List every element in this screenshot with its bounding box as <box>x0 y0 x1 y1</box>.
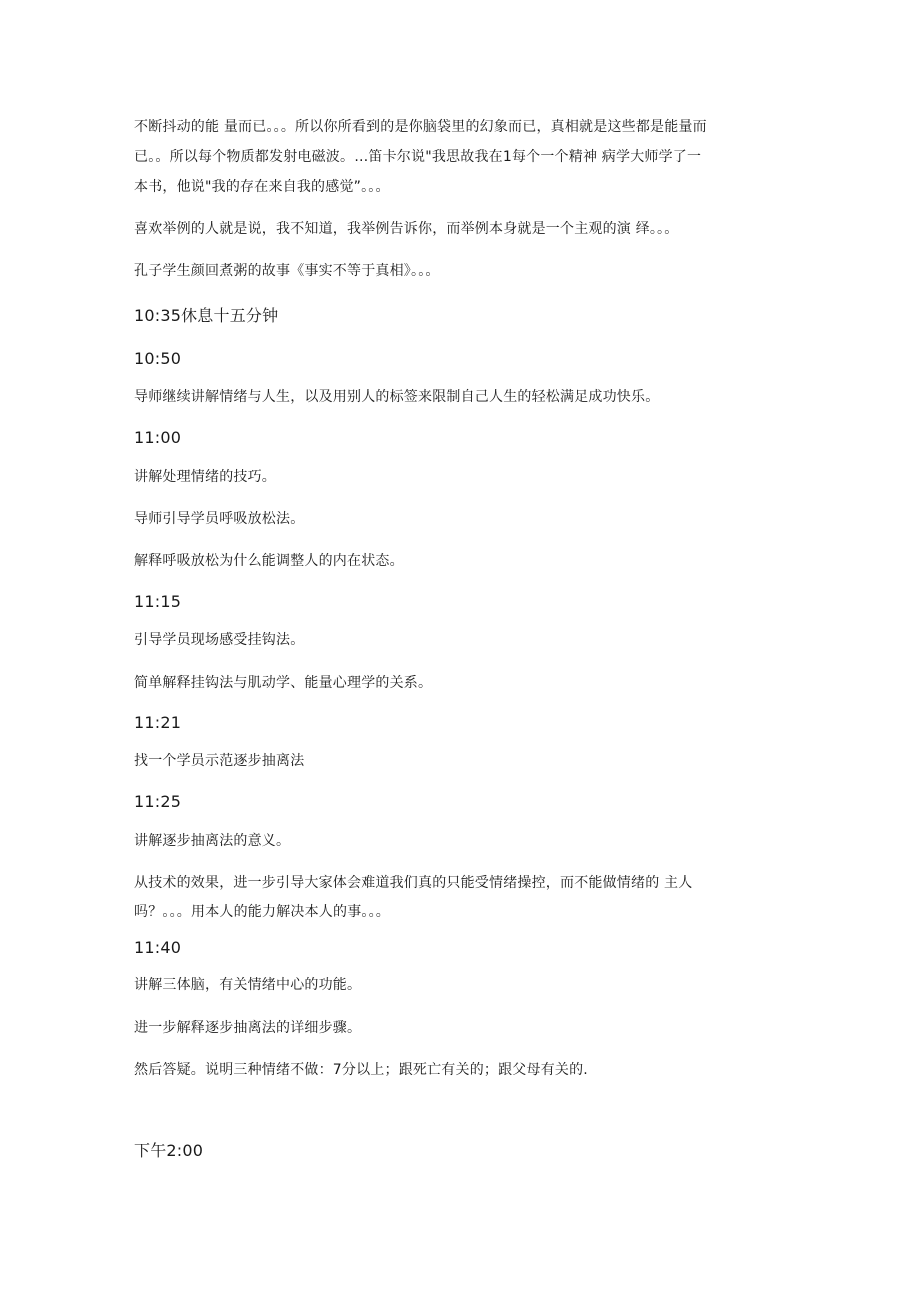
paragraph: 导师引导学员呼吸放松法。 <box>134 511 305 527</box>
paragraph-line: 本书，他说"我的存在来自我的感觉”。。。 <box>134 179 390 195</box>
paragraph: 讲解逐步抽离法的意义。 <box>134 833 291 849</box>
paragraph: 讲解处理情绪的技巧。 <box>134 469 276 485</box>
paragraph: 然后答疑。说明三种情绪不做：7分以上；跟死亡有关的；跟父母有关的. <box>134 1062 588 1078</box>
paragraph-line: 吗？。。。用本人的能力解决本人的事。。。 <box>134 904 390 920</box>
timestamp-heading: 11:21 <box>134 713 182 732</box>
paragraph-line: 从技术的效果，进一步引导大家体会难道我们真的只能受情绪操控，而不能做情绪的 主人 <box>134 875 693 891</box>
paragraph: 进一步解释逐步抽离法的详细步骤。 <box>134 1020 362 1036</box>
paragraph: 解释呼吸放松为什么能调整人的内在状态。 <box>134 553 404 569</box>
paragraph: 孔子学生颜回煮粥的故事《事实不等于真相》。。。 <box>134 263 440 279</box>
paragraph: 引导学员现场感受挂钩法。 <box>134 632 305 648</box>
paragraph: 讲解三体脑，有关情绪中心的功能。 <box>134 977 362 993</box>
timestamp-heading: 11:40 <box>134 938 182 957</box>
paragraph: 简单解释挂钩法与肌动学、能量心理学的关系。 <box>134 675 433 691</box>
timestamp-heading: 11:25 <box>134 792 182 811</box>
paragraph-line: 不断抖动的能 量而已。。。所以你所看到的是你脑袋里的幻象而已，真相就是这些都是能量而 <box>134 119 707 135</box>
paragraph: 找一个学员示范逐步抽离法 <box>134 753 305 769</box>
paragraph: 喜欢举例的人就是说，我不知道，我举例告诉你，而举例本身就是一个主观的演 绎。。。 <box>134 221 679 237</box>
timestamp-heading: 10:35休息十五分钟 <box>134 306 279 325</box>
timestamp-heading: 11:00 <box>134 428 182 447</box>
paragraph-line: 已。。所以每个物质都发射电磁波。…笛卡尔说"我思故我在1每个一个精神 病学大师学了一 <box>134 149 702 165</box>
timestamp-heading: 11:15 <box>134 592 182 611</box>
timestamp-heading: 下午2:00 <box>134 1141 204 1160</box>
timestamp-heading: 10:50 <box>134 349 182 368</box>
paragraph: 导师继续讲解情绪与人生，以及用别人的标签来限制自己人生的轻松满足成功快乐。 <box>134 389 660 405</box>
